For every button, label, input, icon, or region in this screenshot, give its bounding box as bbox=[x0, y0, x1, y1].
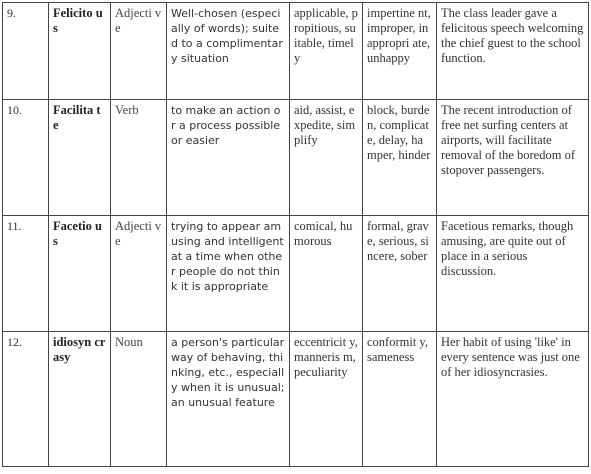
antonyms: block, burden, complicat e, delay, hamper, hinder bbox=[363, 100, 437, 216]
meaning: to make an action or a process possible or easier bbox=[167, 100, 290, 216]
vocab-word: Facetio us bbox=[49, 216, 111, 332]
example-sentence: Facetious remarks, though amusing, are quite out of place in a serious discussion. bbox=[437, 216, 589, 332]
part-of-speech: Verb bbox=[111, 100, 167, 216]
part-of-speech: Adjecti ve bbox=[111, 216, 167, 332]
vocab-word: Felicito us bbox=[49, 3, 111, 100]
part-of-speech: Noun bbox=[111, 332, 167, 467]
table-row bbox=[3, 332, 589, 467]
table-row bbox=[3, 3, 589, 100]
meaning: a person's particular way of behaving, thinking, etc., especially when it is unusual; an unusual feature bbox=[167, 332, 290, 467]
example-sentence: The class leader gave a felicitous speech welcoming the chief guest to the school function. bbox=[437, 3, 589, 100]
synonyms: eccentricit y, manneris m, peculiarity bbox=[290, 332, 363, 467]
vocab-word: idiosyn crasy bbox=[49, 332, 111, 467]
example-sentence: Her habit of using 'like' in every sentence was just one of her idiosyncrasies. bbox=[437, 332, 589, 467]
vocab-word: Facilita te bbox=[49, 100, 111, 216]
antonyms: conformit y, sameness bbox=[363, 332, 437, 467]
table-row bbox=[3, 100, 589, 216]
example-sentence: The recent introduction of free net surfing centers at airports, will facilitate removal of the boredom of stopover passengers. bbox=[437, 100, 589, 216]
row-number: 11. bbox=[3, 216, 49, 332]
meaning: Well-chosen (especially of words); suited to a complimentary situation bbox=[167, 3, 290, 100]
vocabulary-table bbox=[2, 2, 589, 467]
synonyms: comical, humorous bbox=[290, 216, 363, 332]
antonyms: impertine nt, improper, inappropri ate, unhappy bbox=[363, 3, 437, 100]
part-of-speech: Adjecti ve bbox=[111, 3, 167, 100]
meaning: trying to appear amusing and intelligent at a time when other people do not think it is appropriate bbox=[167, 216, 290, 332]
row-number: 10. bbox=[3, 100, 49, 216]
row-number: 9. bbox=[3, 3, 49, 100]
synonyms: applicable, propitious, suitable, timely bbox=[290, 3, 363, 100]
row-number: 12. bbox=[3, 332, 49, 467]
synonyms: aid, assist, expedite, simplify bbox=[290, 100, 363, 216]
table-row bbox=[3, 216, 589, 332]
antonyms: formal, grave, serious, sincere, sober bbox=[363, 216, 437, 332]
